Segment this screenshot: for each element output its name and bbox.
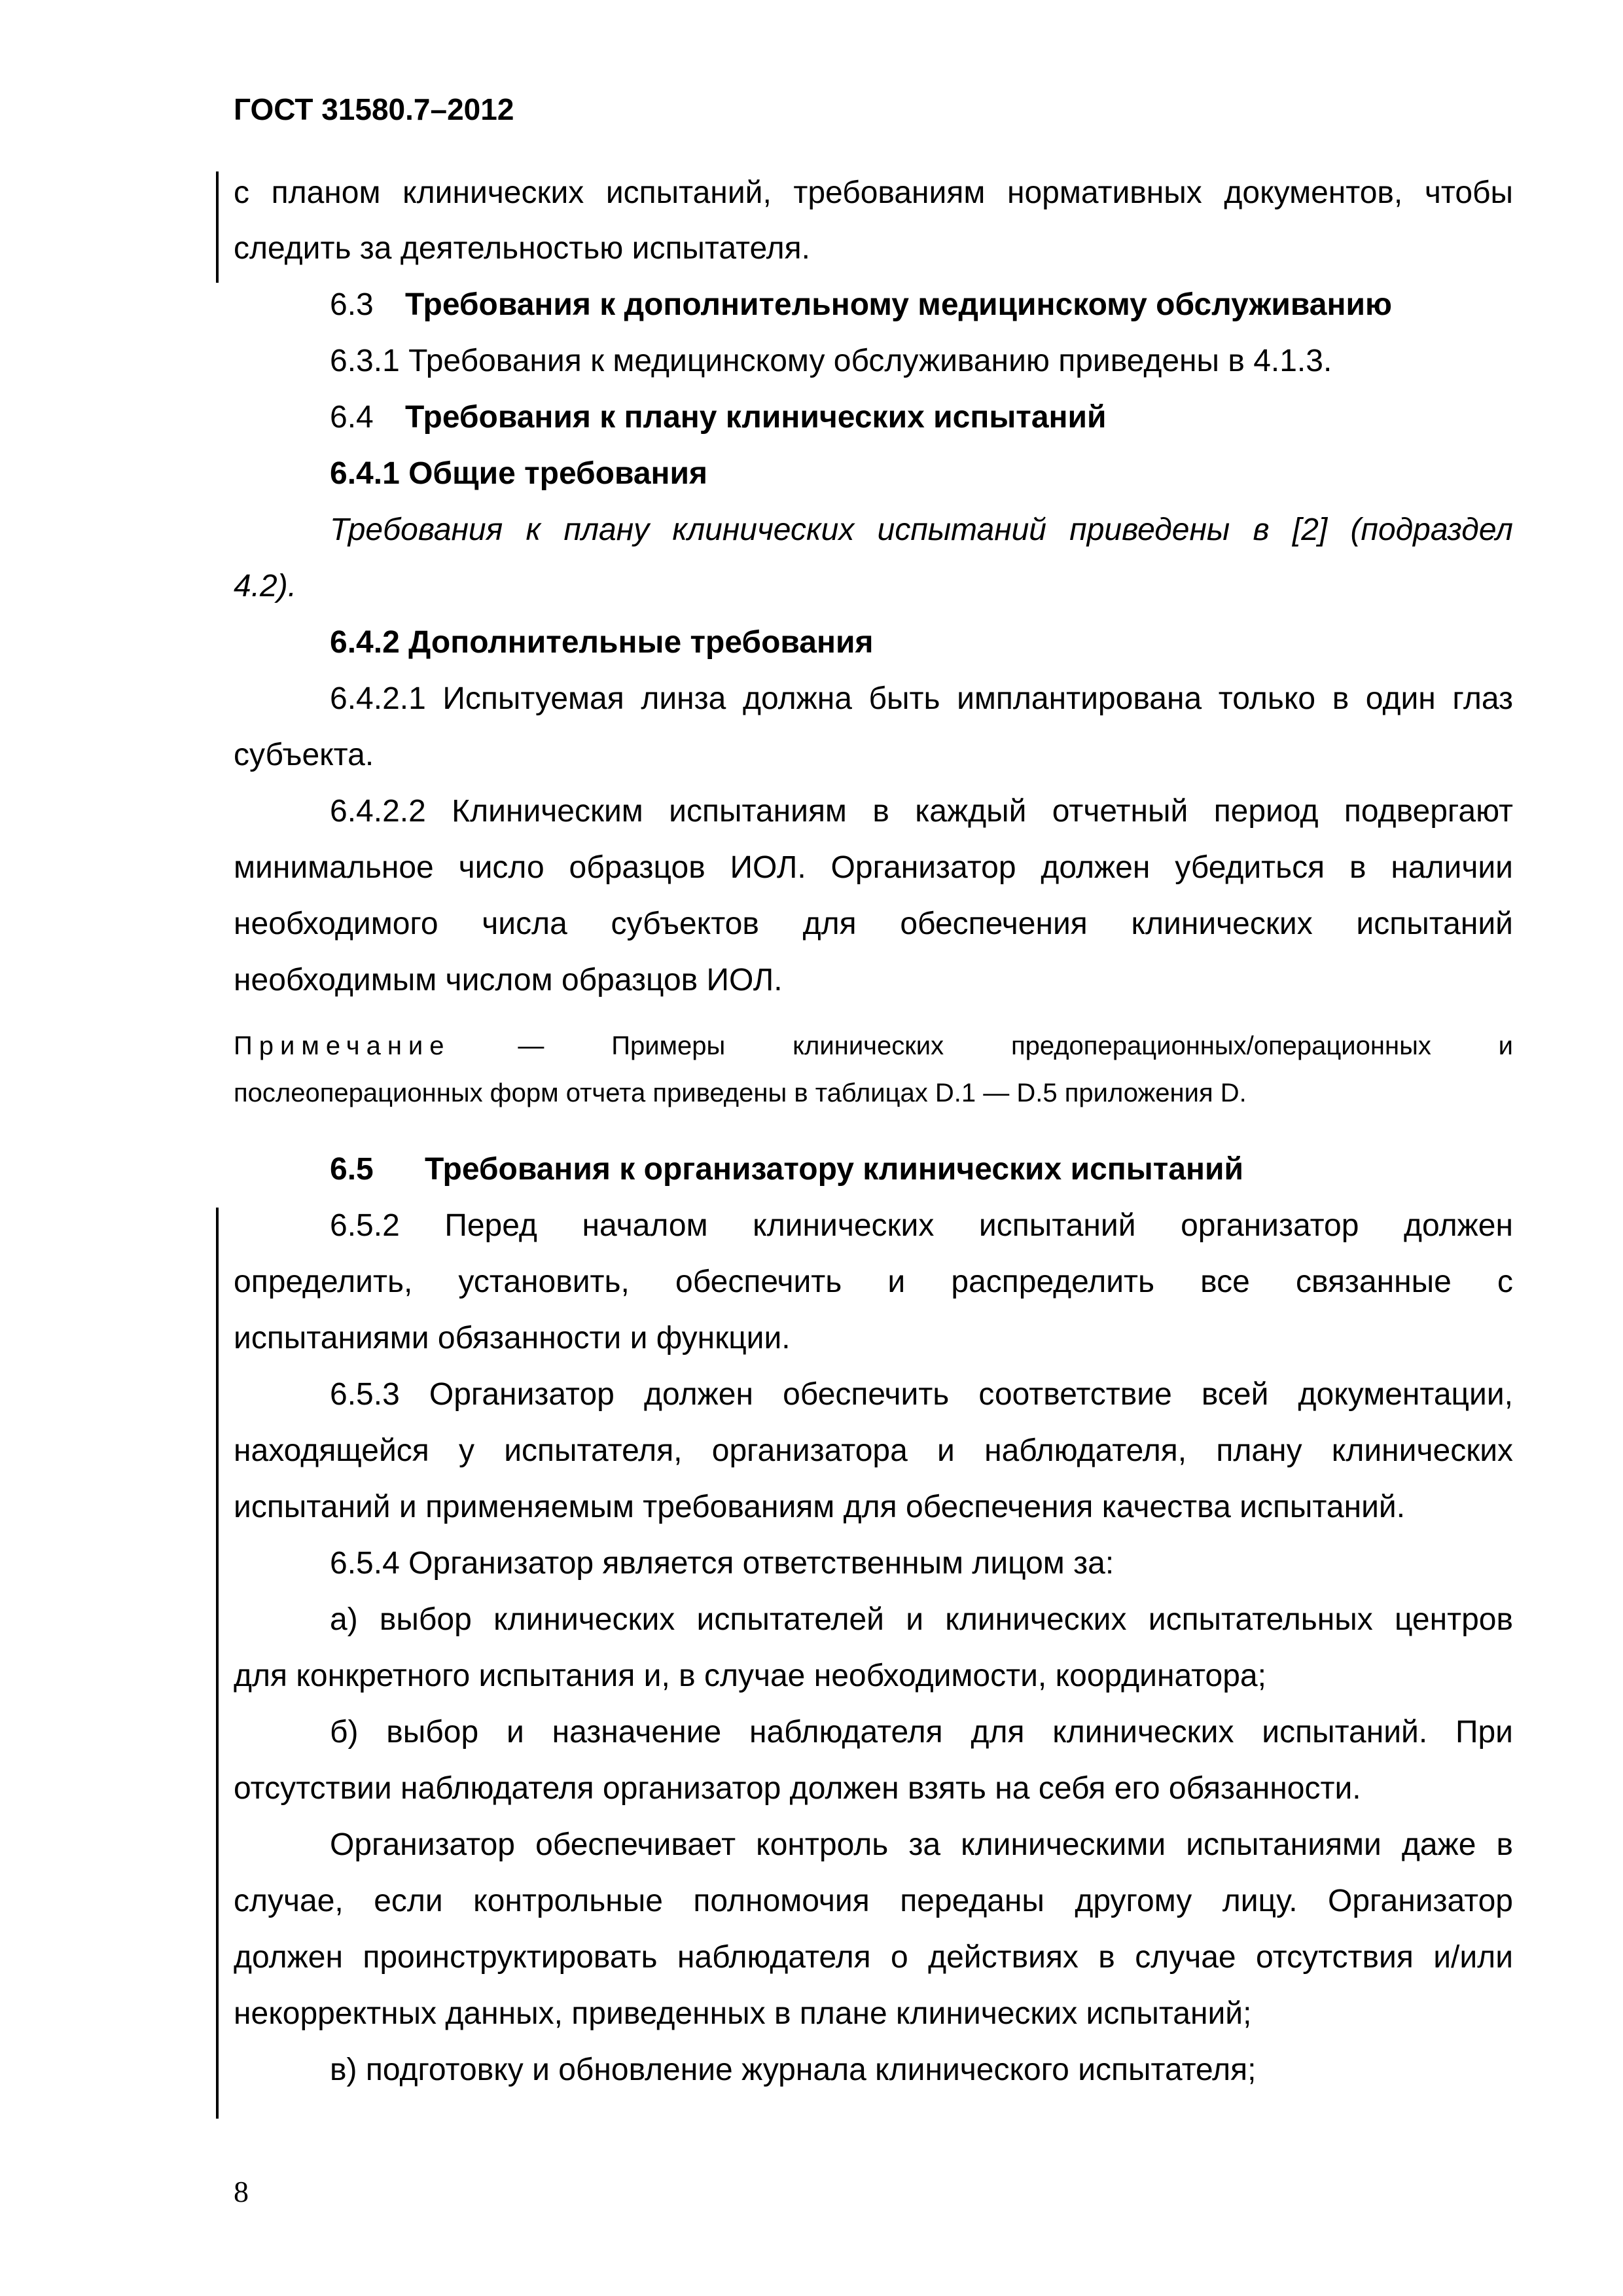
list-item-b: б) выбор и назначение наблюдателя для клинических испытаний. При <box>330 1715 1513 1749</box>
section-heading-6-3 <box>330 285 1513 325</box>
body-line: находящейся у испытателя, организатора и наблюдателя, плану клинических <box>234 1433 1513 1468</box>
body-line: для конкретного испытания и, в случае необходимости, координатора; <box>234 1659 1266 1693</box>
body-line: должен проинструктировать наблюдателя о действиях в случае отсутствия и/или <box>234 1940 1513 1975</box>
body-line: испытаниями обязанности и функции. <box>234 1321 791 1355</box>
section-number: 6.3 <box>330 287 374 322</box>
body-line: 4.2). <box>234 569 297 603</box>
body-line: 6.4.2.1 Испытуемая линза должна быть имплантирована только в один глаз <box>330 681 1513 716</box>
page-number: 8 <box>234 2175 249 2208</box>
body-line: 6.5.4 Организатор является ответственным лицом за: <box>330 1546 1115 1581</box>
section-title: Требования к организатору клинических испытаний <box>425 1152 1243 1187</box>
section-number: 6.5 <box>330 1152 374 1187</box>
body-line: 6.5.2 Перед началом клинических испытаний организатор должен <box>330 1208 1513 1243</box>
body-line: 6.3.1 Требования к медицинскому обслуживанию приведены в 4.1.3. <box>330 344 1332 378</box>
section-title: Требования к дополнительному медицинскому обслуживанию <box>405 287 1392 322</box>
section-number: 6.4 <box>330 400 374 435</box>
section-heading-6-4 <box>330 398 1513 437</box>
body-line: Организатор обеспечивает контроль за клиническими испытаниями даже в <box>330 1827 1513 1862</box>
note-line: послеоперационных форм отчета приведены в таблицах D.1 — D.5 приложения D. <box>234 1079 1247 1107</box>
section-heading-6-5 <box>330 1150 1513 1189</box>
body-line: следить за деятельностью испытателя. <box>234 231 810 266</box>
subsection-heading-6-4-1: 6.4.1 Общие требования <box>330 456 708 491</box>
body-line: минимальное число образцов ИОЛ. Организатор должен убедиться в наличии <box>234 850 1513 885</box>
body-line: определить, установить, обеспечить и распределить все связанные с <box>234 1265 1513 1299</box>
page-header: ГОСТ 31580.7–2012 <box>234 92 514 126</box>
list-item-a: а) выбор клинических испытателей и клинических испытательных центров <box>330 1602 1513 1637</box>
body-line: 6.4.2.2 Клиническим испытаниям в каждый отчетный период подвергают <box>330 794 1513 829</box>
body-line: с планом клинических испытаний, требованиям нормативных документов, чтобы <box>234 175 1513 210</box>
note-text: — Примеры клинических предоперационных/операционных и <box>450 1031 1513 1060</box>
subsection-heading-6-4-2: 6.4.2 Дополнительные требования <box>330 625 874 660</box>
body-line: 6.5.3 Организатор должен обеспечить соответствие всей документации, <box>330 1377 1513 1412</box>
change-bar-bottom <box>216 1208 219 2119</box>
body-line: Требования к плану клинических испытаний приведены в [2] (подраздел <box>330 512 1513 547</box>
body-line: необходимым числом образцов ИОЛ. <box>234 963 783 997</box>
body-line: отсутствии наблюдателя организатор должен взять на себя его обязанности. <box>234 1771 1361 1806</box>
body-line: субъекта. <box>234 738 374 772</box>
body-line: некорректных данных, приведенных в плане клинических испытаний; <box>234 1996 1252 2031</box>
note-line <box>234 1030 1513 1062</box>
change-bar-top <box>216 171 219 283</box>
body-line: испытаний и применяемым требованиям для обеспечения качества испытаний. <box>234 1490 1406 1524</box>
body-line: случае, если контрольные полномочия переданы другому лицу. Организатор <box>234 1884 1513 1918</box>
list-item-v: в) подготовку и обновление журнала клинического испытателя; <box>330 2053 1257 2087</box>
section-title: Требования к плану клинических испытаний <box>405 400 1107 435</box>
body-line: необходимого числа субъектов для обеспечения клинических испытаний <box>234 906 1513 941</box>
note-label: Примечание <box>234 1031 451 1060</box>
